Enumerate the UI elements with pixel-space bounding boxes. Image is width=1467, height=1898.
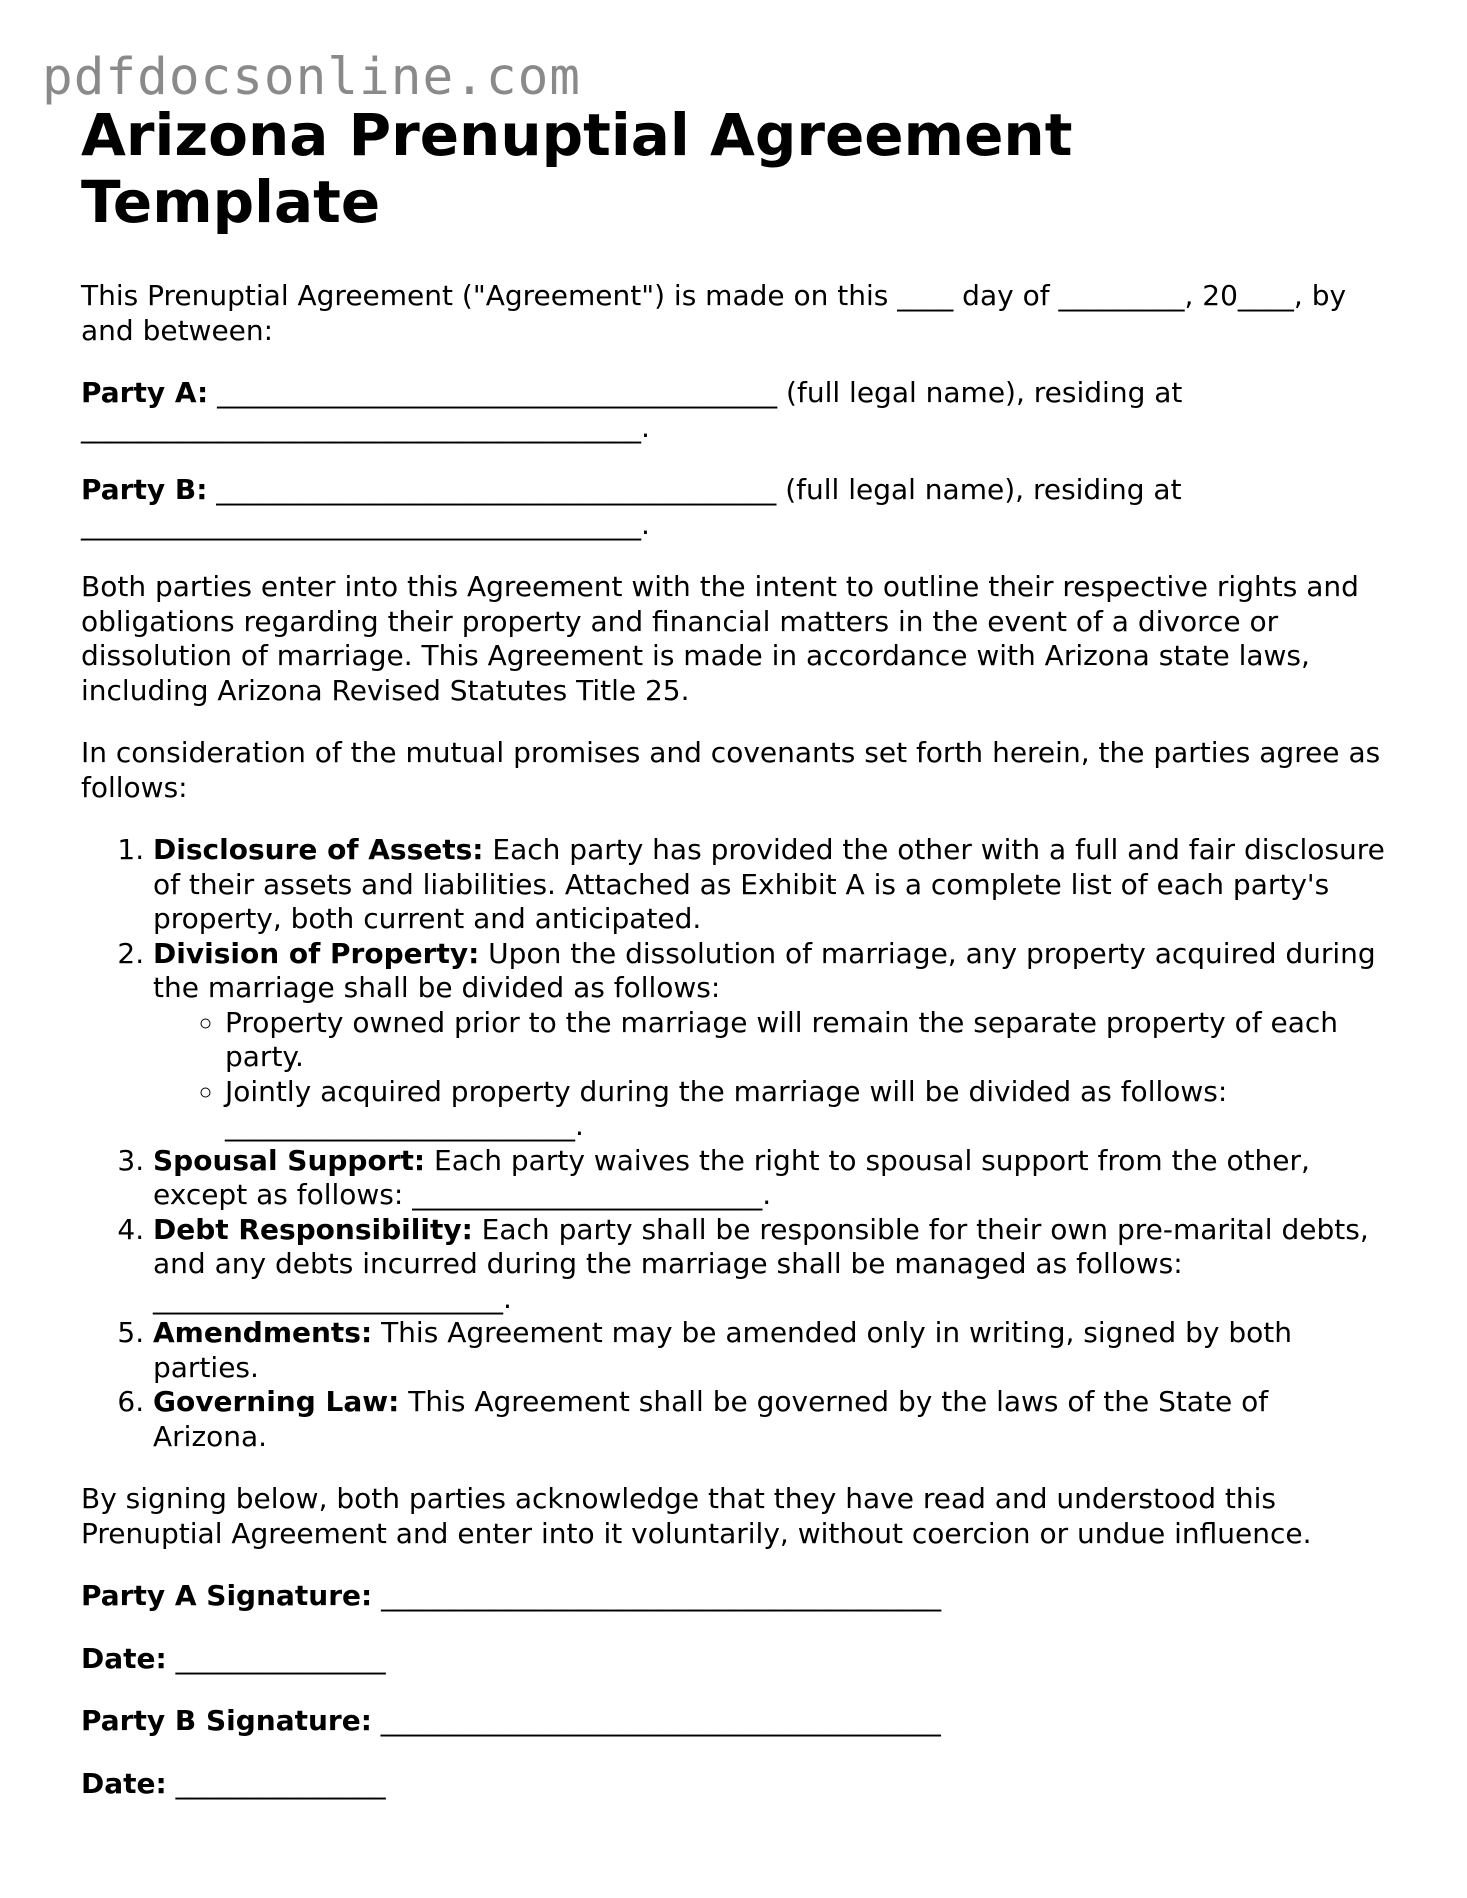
document-title: Arizona Prenuptial Agreement Template bbox=[81, 101, 1073, 236]
property-sublist bbox=[153, 1006, 1391, 1144]
party-b-text: ________________________________________ (full legal name), residing at ________________________________________. bbox=[81, 473, 1182, 541]
clause-heading: Amendments: bbox=[153, 1316, 373, 1349]
clause-text: Upon the dissolution of marriage, any property acquired during the marriage shall be divided as follows: bbox=[153, 936, 1376, 1004]
consideration-paragraph: In consideration of the mutual promises and covenants set forth herein, the parties agree as follows: bbox=[81, 736, 1381, 804]
clause-text: Each party has provided the other with a full and fair disclosure of their assets and liabilities. Attached as Exhibit A is a complete list of each party's property, both current and anticipated. bbox=[153, 833, 1385, 935]
sublist-item: ◦ Property owned prior to the marriage will remain the separate property of each party. bbox=[225, 1006, 1391, 1075]
clause-heading: Disclosure of Assets: bbox=[153, 833, 484, 866]
clause-item bbox=[153, 1316, 1391, 1385]
date-blank: _______________ bbox=[166, 1766, 386, 1800]
purpose-paragraph: Both parties enter into this Agreement with the intent to outline their respective rights and obligations regarding their property and financial matters in the event of a divorce or dissolution of marriage. This Agreement is made in accordance with Arizona state laws, including Arizona Revised Statutes Title 25. bbox=[81, 570, 1359, 707]
clause-item bbox=[153, 1213, 1391, 1317]
intro-paragraph: This Prenuptial Agreement ("Agreement") is made on this ____ day of _________, 20____, by and between: bbox=[81, 279, 1347, 347]
date-blank: _______________ bbox=[166, 1641, 386, 1675]
clause-heading: Debt Responsibility: bbox=[153, 1212, 473, 1246]
document-page bbox=[81, 102, 1391, 1801]
watermark: pdfdocsonline.com bbox=[42, 48, 581, 107]
clause-heading: Governing Law: bbox=[153, 1385, 400, 1418]
clause-item bbox=[153, 833, 1391, 937]
clauses-list bbox=[81, 833, 1391, 1454]
clause-item bbox=[153, 1144, 1391, 1213]
signature-label: Party B Signature: bbox=[81, 1704, 372, 1737]
party-b-date-line bbox=[81, 1767, 1391, 1802]
party-a-line bbox=[81, 376, 1391, 445]
signature-blank: ________________________________________ bbox=[371, 1704, 941, 1737]
party-a-signature-line bbox=[81, 1579, 1391, 1614]
party-a-date-line bbox=[81, 1642, 1391, 1677]
signature-blank: ________________________________________ bbox=[372, 1579, 942, 1612]
clause-heading: Division of Property: bbox=[153, 936, 480, 970]
clause-text: This Agreement may be amended only in writing, signed by both parties. bbox=[153, 1316, 1292, 1384]
sublist-item: ◦ Jointly acquired property during the marriage will be divided as follows: _________________________. bbox=[225, 1075, 1391, 1144]
date-label: Date: bbox=[81, 1766, 167, 1800]
party-a-text: ________________________________________ (full legal name), residing at ________________________________________. bbox=[81, 376, 1183, 444]
clause-text: Each party waives the right to spousal support from the other, except as follows: _________________________. bbox=[153, 1143, 1310, 1211]
acknowledgement-paragraph: By signing below, both parties acknowledge that they have read and understood this Prenuptial Agreement and enter into it voluntarily, without coercion or undue influence. bbox=[81, 1482, 1312, 1550]
clause-text: Each party shall be responsible for their own pre-marital debts, and any debts incurred during the marriage shall be managed as follows: _________________________. bbox=[153, 1212, 1369, 1315]
clause-text: This Agreement shall be governed by the laws of the State of Arizona. bbox=[153, 1385, 1269, 1453]
party-b-label: Party B: bbox=[81, 473, 208, 506]
party-a-label: Party A: bbox=[81, 376, 209, 409]
clause-heading: Spousal Support: bbox=[153, 1143, 426, 1177]
clause-item bbox=[153, 1385, 1391, 1454]
date-label: Date: bbox=[81, 1641, 167, 1675]
signature-label: Party A Signature: bbox=[81, 1579, 373, 1612]
clause-item bbox=[153, 937, 1391, 1144]
party-b-line bbox=[81, 473, 1391, 542]
party-b-signature-line bbox=[81, 1704, 1391, 1739]
